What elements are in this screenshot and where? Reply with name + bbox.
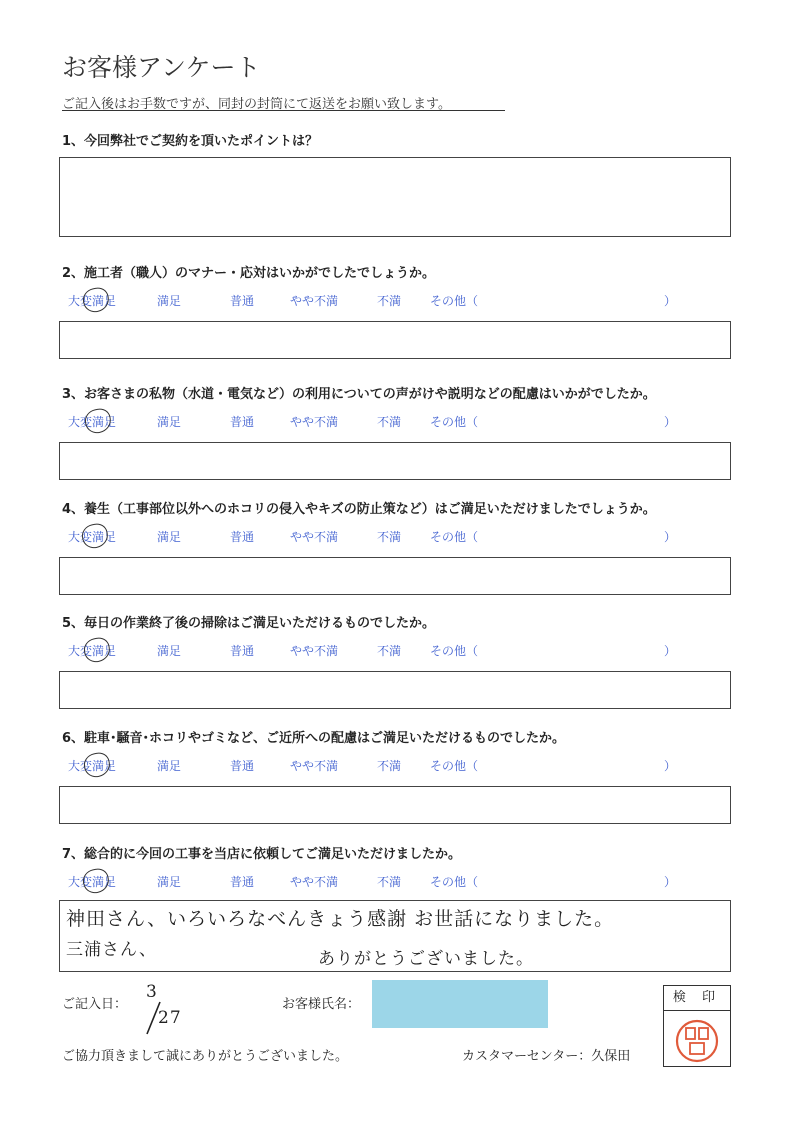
option-dissatisfied[interactable]: 不満 [377, 875, 402, 889]
option-very-satisfied[interactable]: 大変満足 [68, 530, 117, 544]
answer-box-4[interactable] [59, 557, 731, 595]
option-somewhat-dissatisfied[interactable]: やや不満 [290, 294, 339, 308]
question-1: 1、今回弊社でご契約を頂いたポイントは？ [62, 134, 319, 149]
selected-circle-2 [81, 286, 111, 315]
option-somewhat-dissatisfied[interactable]: やや不満 [290, 530, 339, 544]
option-other-close: ） [664, 759, 677, 773]
rating-options-7 [0, 873, 794, 891]
option-satisfied[interactable]: 満足 [157, 875, 182, 889]
thanks-message: ご協力頂きまして誠にありがとうございました。 [62, 1049, 349, 1064]
answer-box-6[interactable] [59, 786, 731, 824]
option-very-satisfied[interactable]: 大変満足 [68, 294, 117, 308]
instructions-underline [62, 110, 505, 111]
option-other[interactable]: その他（ [430, 530, 479, 544]
option-satisfied[interactable]: 満足 [157, 294, 182, 308]
answer-box-3[interactable] [59, 442, 731, 480]
rating-options-6 [0, 757, 794, 775]
option-other[interactable]: その他（ [430, 294, 479, 308]
option-neutral[interactable]: 普通 [230, 759, 255, 773]
option-satisfied[interactable]: 満足 [157, 415, 182, 429]
answer-box-1[interactable] [59, 157, 731, 237]
option-very-satisfied[interactable]: 大変満足 [68, 759, 117, 773]
rating-options-4 [0, 528, 794, 546]
option-other-close: ） [664, 875, 677, 889]
option-other-close: ） [664, 644, 677, 658]
option-somewhat-dissatisfied[interactable]: やや不満 [290, 759, 339, 773]
seal-stamp-icon [674, 1018, 720, 1064]
rating-options-3 [0, 413, 794, 431]
option-other[interactable]: その他（ [430, 644, 479, 658]
option-very-satisfied[interactable]: 大変満足 [68, 644, 117, 658]
option-somewhat-dissatisfied[interactable]: やや不満 [290, 415, 339, 429]
rating-options-5 [0, 642, 794, 660]
comment-line-3: ありがとうございました。 [318, 949, 534, 969]
option-somewhat-dissatisfied[interactable]: やや不満 [290, 875, 339, 889]
option-neutral[interactable]: 普通 [230, 875, 255, 889]
stamp-label: 検 印 [663, 985, 731, 1011]
date-month: 3 [146, 982, 158, 1002]
option-neutral[interactable]: 普通 [230, 415, 255, 429]
question-4: 4、養生（工事部位以外へのホコリの侵入やキズの防止策など）はご満足いただけましたでしょうか。 [62, 502, 656, 517]
option-dissatisfied[interactable]: 不満 [377, 415, 402, 429]
answer-box-2[interactable] [59, 321, 731, 359]
option-other-close: ） [664, 415, 677, 429]
selected-circle-3 [83, 407, 113, 436]
page-title: お客様アンケート [62, 53, 261, 82]
option-other[interactable]: その他（ [430, 875, 479, 889]
option-very-satisfied[interactable]: 大変満足 [68, 875, 117, 889]
question-5: 5、毎日の作業終了後の掃除はご満足いただけるものでしたか。 [62, 616, 436, 631]
option-dissatisfied[interactable]: 不満 [377, 530, 402, 544]
selected-circle-4 [80, 522, 110, 551]
option-satisfied[interactable]: 満足 [157, 644, 182, 658]
option-satisfied[interactable]: 満足 [157, 530, 182, 544]
answer-box-5[interactable] [59, 671, 731, 709]
option-other-close: ） [664, 294, 677, 308]
selected-circle-7 [81, 867, 111, 896]
option-neutral[interactable]: 普通 [230, 644, 255, 658]
date-label: ご記入日： [62, 997, 128, 1012]
option-satisfied[interactable]: 満足 [157, 759, 182, 773]
option-neutral[interactable]: 普通 [230, 530, 255, 544]
option-somewhat-dissatisfied[interactable]: やや不満 [290, 644, 339, 658]
selected-circle-6 [82, 751, 112, 780]
option-dissatisfied[interactable]: 不満 [377, 759, 402, 773]
customer-name-label: お客様氏名： [282, 997, 361, 1012]
option-dissatisfied[interactable]: 不満 [377, 294, 402, 308]
selected-circle-5 [82, 636, 112, 665]
question-7: 7、総合的に今回の工事を当店に依頼してご満足いただけましたか。 [62, 847, 462, 862]
rating-options-2 [0, 292, 794, 310]
customer-center: カスタマーセンター：久保田 [462, 1049, 631, 1064]
customer-name-redaction [372, 980, 548, 1028]
comment-line-1: 神田さん、いろいろなべんきょう感謝 お世話になりました。 [66, 908, 615, 930]
option-very-satisfied[interactable]: 大変満足 [68, 415, 117, 429]
question-3: 3、お客さまの私物（水道・電気など）の利用についての声がけや説明などの配慮はいかがでしたか。 [62, 387, 656, 402]
question-6: 6、駐車･騒音･ホコリやゴミなど、ご近所への配慮はご満足いただけるものでしたか。 [62, 731, 566, 746]
option-other[interactable]: その他（ [430, 415, 479, 429]
date-day: 27 [158, 1008, 182, 1028]
comment-line-2: 三浦さん、 [66, 940, 158, 960]
option-dissatisfied[interactable]: 不満 [377, 644, 402, 658]
option-other[interactable]: その他（ [430, 759, 479, 773]
option-neutral[interactable]: 普通 [230, 294, 255, 308]
option-other-close: ） [664, 530, 677, 544]
instructions: ご記入後はお手数ですが、同封の封筒にて返送をお願い致します。 [62, 97, 451, 112]
question-2: 2、施工者（職人）のマナー・応対はいかがでしたでしょうか。 [62, 266, 436, 281]
